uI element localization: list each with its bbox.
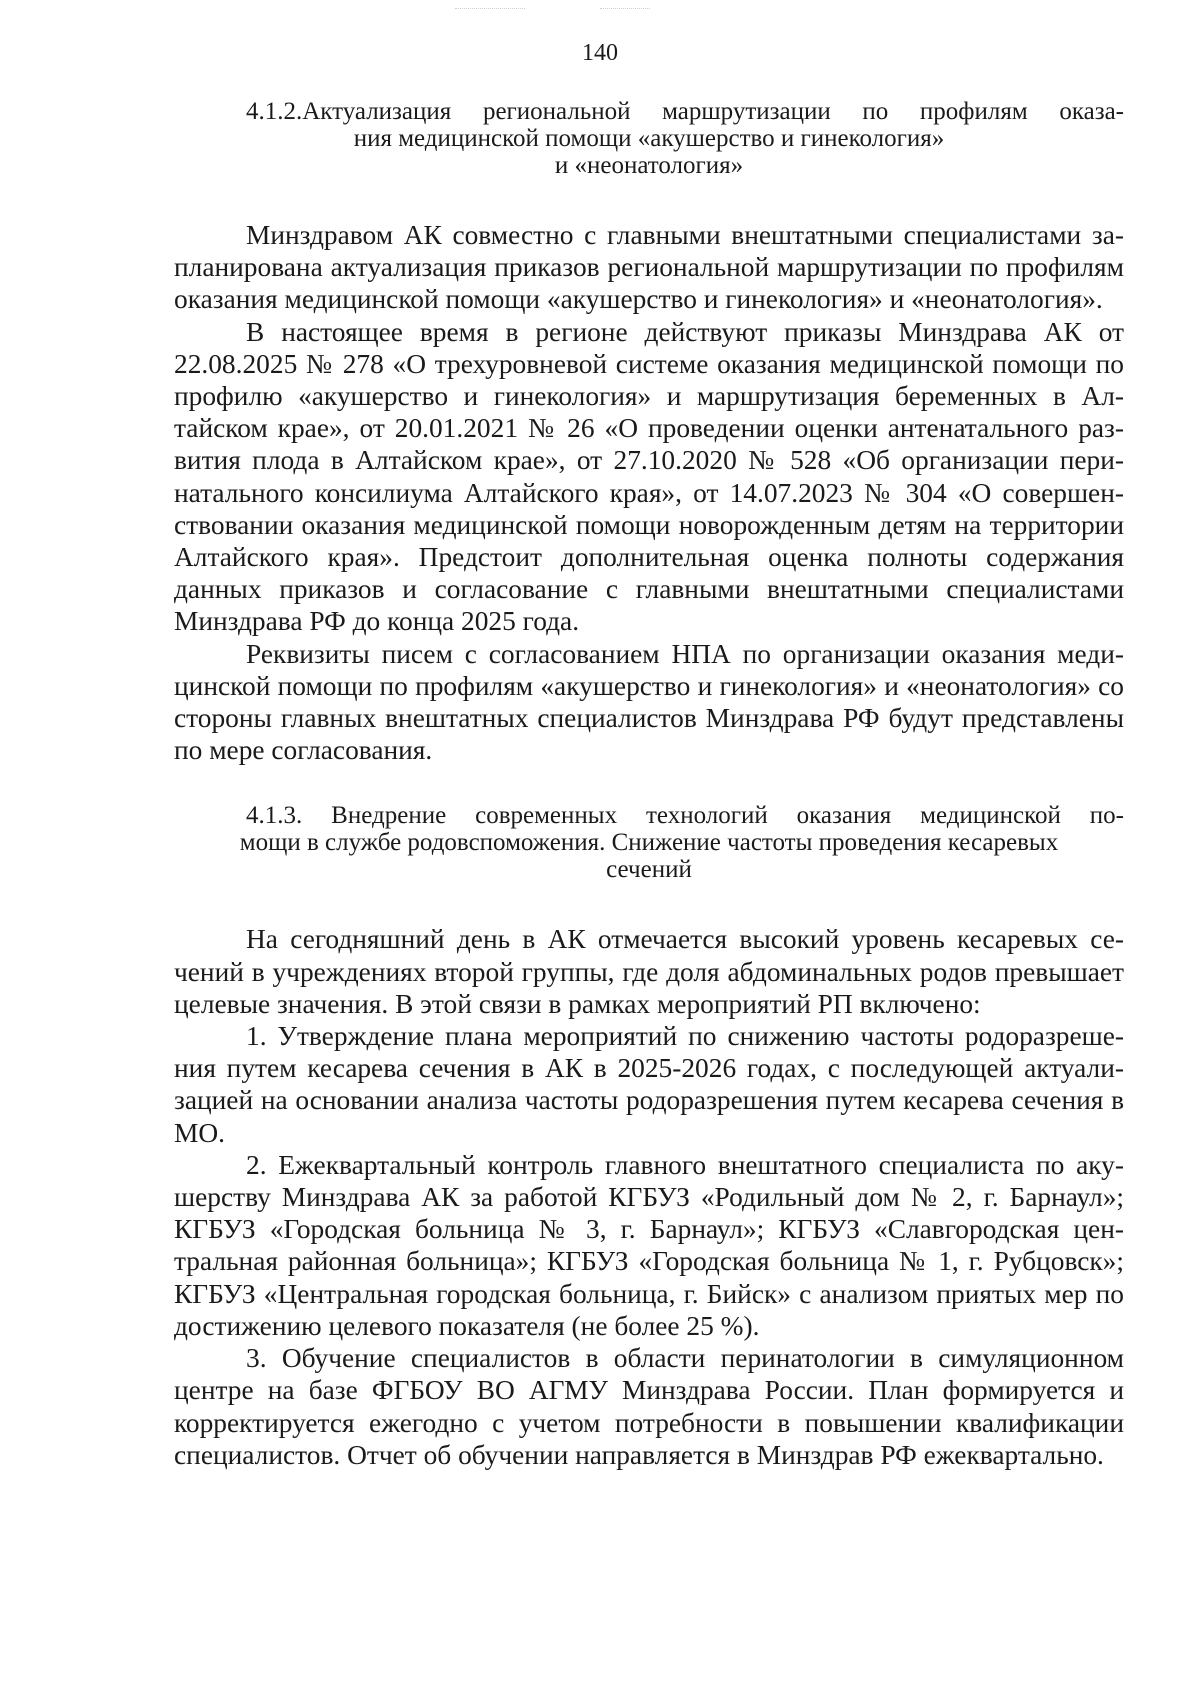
spacer	[174, 883, 1124, 923]
list-item: 2. Ежеквартальный контроль главного внештатного специалиста по акушерству Минздрава АК за работой КГБУЗ «Родильный дом № 2, г. Барнаул»; КГБУЗ «Городская больница № 3, г. Барнаул»; КГБУЗ «Славгородская центральная районная больница»; КГБУЗ «Городская больница № 1, г. Рубцовск»; КГБУЗ «Центральная городская больница, г. Бийск» с анализом приятых мер по достижению целевого показателя (не более 25 %).	[174, 1149, 1124, 1341]
spacer	[174, 179, 1124, 219]
spacer	[174, 766, 1124, 802]
page-number: 140	[582, 40, 618, 66]
list-item: 3. Обучение специалистов в области перинатологии в симуляционном центре на базе ФГБОУ ВО АГМУ Минздрава России. План формируется и корректируется ежегодно с учетом потребности в повышении квалификации специалистов. Отчет об обучении направляется в Минздрав РФ ежеквартально.	[174, 1343, 1124, 1470]
scan-noise-mark	[600, 8, 650, 29]
scan-noise-mark	[455, 8, 525, 29]
heading-line: мощи в службе родовспоможения. Снижение частоты проведения кесаревых	[239, 829, 1059, 857]
heading-line: ния медицинской помощи «акушерство и гинекология»	[353, 125, 945, 152]
heading-line: сечений	[606, 856, 692, 884]
section-heading-4-1-2	[174, 98, 1124, 179]
paragraph: Реквизиты писем с согласованием НПА по организации оказания медицинской помощи по профилям «акушерство и гинекология» и «неонатология» со стороны главных внештатных специалистов Минздрава РФ будут представлены по мере согласования.	[174, 638, 1124, 766]
section-heading-4-1-3	[174, 802, 1124, 883]
paragraph: В настоящее время в регионе действуют приказы Минздрава АК от 22.08.2025 № 278 «О трехуровневой системе оказания медицинской помощи по профилю «акушерство и гинекология» и маршрутизация беременных в Алтайском крае», от 20.01.2021 № 26 «О проведении оценки антенатального развития плода в Алтайском крае», от 27.10.2020 № 528 «Об организации перинатального консилиума Алтайского края», от 14.07.2023 № 304 «О совершенствовании оказания медицинской помощи новорожденным детям на территории Алтайского края». Предстоит дополнительная оценка полноты содержания данных приказов и согласование с главными внештатными специалистами Минздрава РФ до конца 2025 года.	[174, 316, 1124, 637]
heading-line: 4.1.2.Актуализация региональной маршрутизации по профилям оказа-	[246, 98, 1124, 125]
heading-line: и «неонатология»	[554, 152, 744, 179]
list-item: 1. Утверждение плана мероприятий по снижению частоты родоразрешения путем кесарева сечения в АК в 2025-2026 годах, с последующей актуализацией на основании анализа частоты родоразрешения путем кесарева сечения в МО.	[174, 1021, 1124, 1148]
document-body	[174, 98, 1124, 1471]
paragraph: Минздравом АК совместно с главными внештатными специалистами запланирована актуализация приказов региональной маршрутизации по профилям оказания медицинской помощи «акушерство и гинекология» и «неонатология».	[174, 220, 1124, 315]
paragraph: На сегодняшний день в АК отмечается высокий уровень кесаревых сечений в учреждениях второй группы, где доля абдоминальных родов превышает целевые значения. В этой связи в рамках мероприятий РП включено:	[174, 924, 1124, 1019]
heading-line: 4.1.3. Внедрение современных технологий оказания медицинской по-	[246, 802, 1124, 830]
